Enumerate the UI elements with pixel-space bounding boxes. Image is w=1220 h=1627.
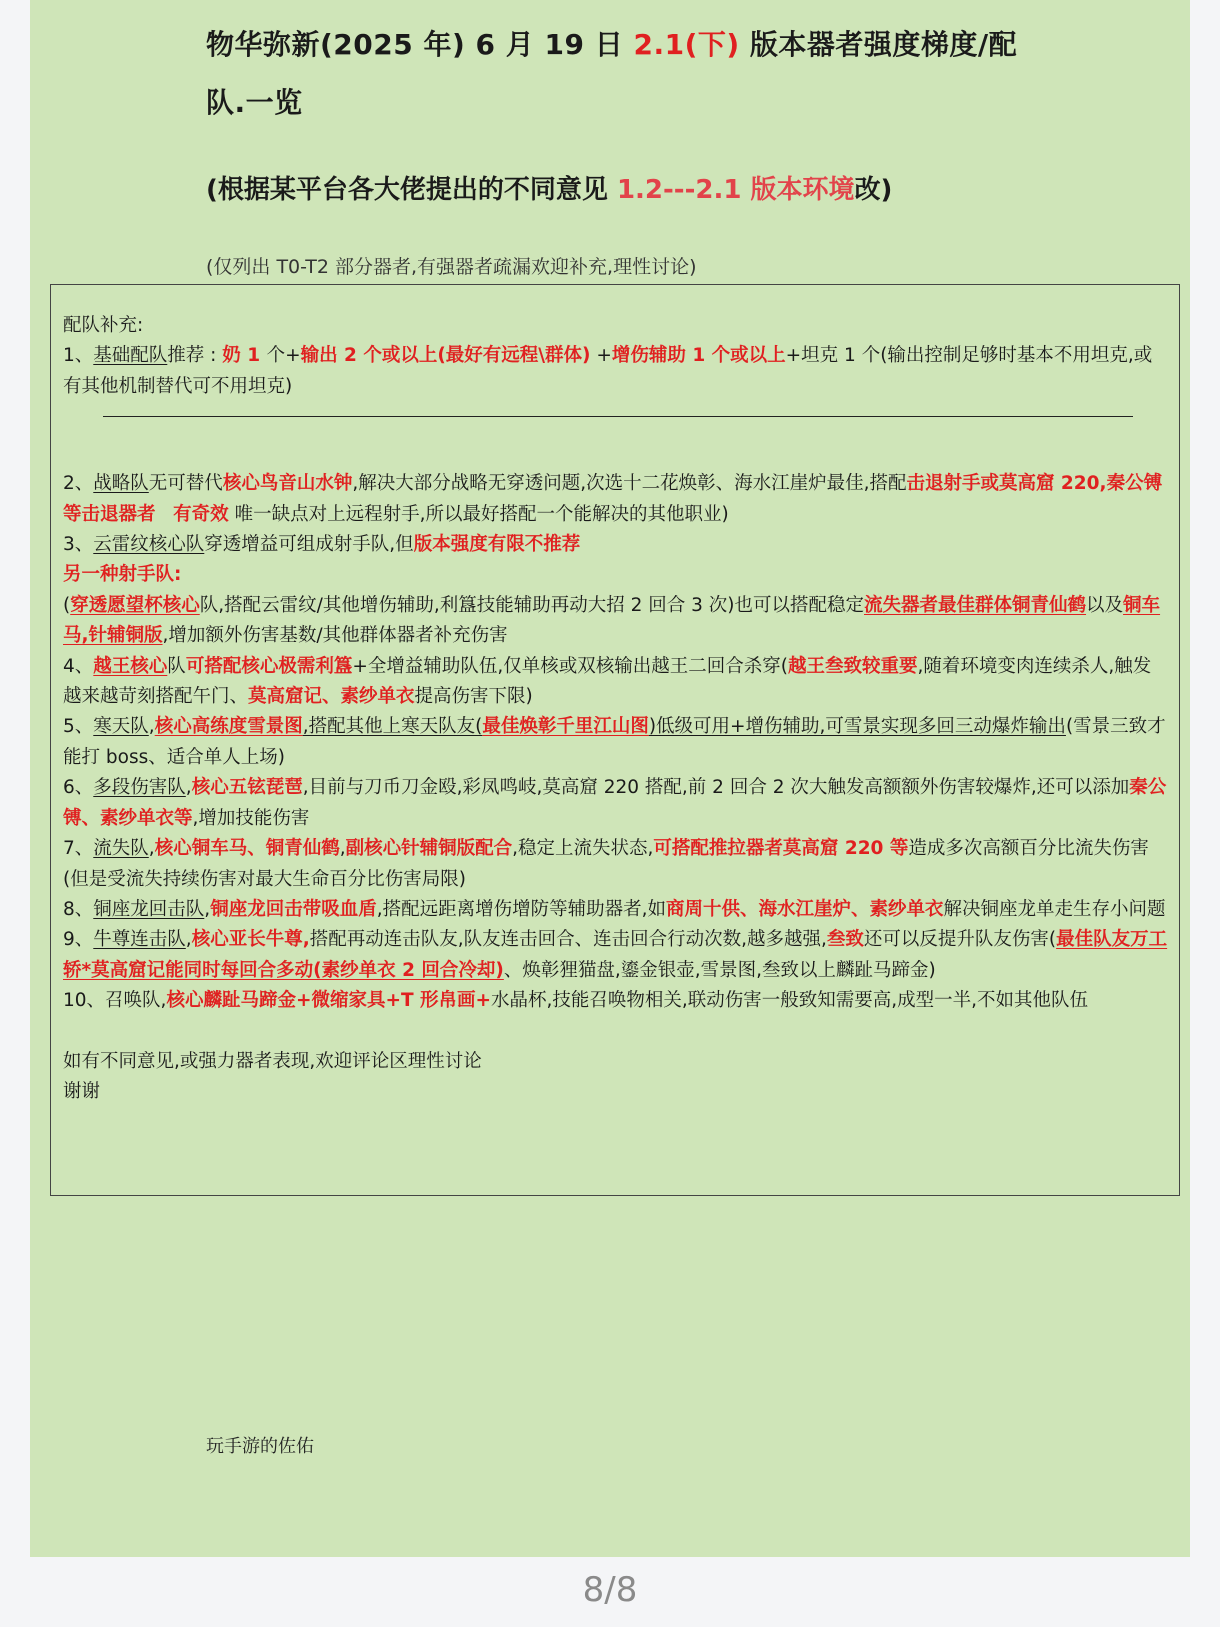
list-item: (穿透愿望杯核心队,搭配云雷纹/其他增伤辅助,利簋技能辅助再动大招 2 回合 3 次)也可以搭配稳定流失器者最佳群体铜青仙鹤以及铜车马,针辅铜版,增加额外伤害基数/其他群体器者补充伤害 — [63, 594, 1161, 647]
list-item: 8、铜座龙回击队,铜座龙回击带吸血盾,搭配远距离增伤增防等辅助器者,如商周十供、海水江崖炉、素纱单衣解决铜座龙单走生存小问题 — [63, 898, 1166, 920]
page-indicator: 8/8 — [582, 1570, 638, 1610]
list-subheading: 另一种射手队: — [63, 564, 182, 586]
doc-title: 物华弥新(2025 年) 6 月 19 日 2.1(下) 版本器者强度梯度/配 — [206, 28, 1018, 61]
list-item: 2、战略队无可替代核心鸟音山水钟,解决大部分战略无穿透问题,次选十二花焕彰、海水江崖炉最佳,搭配击退射手或莫高窟 220,秦公镈等击退器者 有奇效 唯一缺点对上远程射手,所以最好搭配一个能解决的其他职业) — [63, 473, 1163, 525]
subtitle-version-env: 1.2---2.1 版本环境 — [616, 175, 855, 205]
list-item: 9、牛尊连击队,核心亚长牛尊,搭配再动连击队友,队友连击回合、连击回合行动次数,越多越强,叁致还可以反提升队友伤害(最佳队友万工轿*莫高窟记能同时每回合多动(素纱单衣 2 回合冷却)、焕彰狸猫盘,鎏金银壶,雪景图,叁致以上麟趾马蹄金) — [63, 929, 1168, 981]
box-heading: 配队补充: — [63, 315, 144, 336]
doc-title-line-2: 队.一览 — [206, 86, 303, 119]
doc-note: (仅列出 T0-T2 部分器者,有强器者疏漏欢迎补充,理性讨论) — [206, 256, 697, 278]
list-item: 1、基础配队推荐 : 奶 1 个+输出 2 个或以上(最好有远程\群体) +增伤辅助 1 个或以上+坦克 1 个(输出控制足够时基本不用坦克,或有其他机制替代可不用坦克) — [63, 345, 1153, 397]
closing-thanks: 谢谢 — [63, 1080, 101, 1102]
title-version: 2.1(下) — [633, 28, 740, 61]
list-item: 3、云雷纹核心队穿透增益可组成射手队,但版本强度有限不推荐 — [63, 534, 581, 556]
document-page — [30, 0, 1190, 1557]
list-item: 6、多段伤害队,核心五铉琵琶,目前与刀币刀金殴,彩凤鸣岐,莫高窟 220 搭配,前 2 回合 2 次大触发高额额外伤害较爆炸,还可以添加秦公镈、素纱单衣等,增加技能伤害 — [63, 777, 1167, 829]
list-item: 5、寒天队,核心高练度雪景图,搭配其他上寒天队友(最佳焕彰千里江山图)低级可用+增伤辅助,可雪景实现多回三动爆炸输出(雪景三致才能打 boss、适合单人上场) — [63, 716, 1166, 768]
list-item: 10、召唤队,核心麟趾马蹄金+微缩家具+T 形帛画+水晶杯,技能召唤物相关,联动伤害一般致知需要高,成型一半,不如其他队伍 — [63, 990, 1089, 1012]
author-signature: 玩手游的佐佑 — [206, 1436, 314, 1457]
list-item: 7、流失队,核心铜车马、铜青仙鹤,副核心针辅铜版配合,稳定上流失状态,可搭配推拉器者莫高窟 220 等造成多次高额百分比流失伤害(但是受流失持续伤害对最大生命百分比伤害局限) — [63, 838, 1149, 890]
team-composition-box — [50, 284, 1180, 1196]
closing-remark: 如有不同意见,或强力器者表现,欢迎评论区理性讨论 — [63, 1050, 482, 1072]
list-item: 4、越王核心队可搭配核心极需利簋+全增益辅助队伍,仅单核或双核输出越王二回合杀穿(越王叁致较重要,随着环境变肉连续杀人,触发越来越苛刻搭配午门、莫高窟记、素纱单衣提高伤害下限) — [63, 655, 1152, 708]
doc-subtitle: (根据某平台各大佬提出的不同意见 1.2---2.1 版本环境改) — [206, 175, 893, 205]
